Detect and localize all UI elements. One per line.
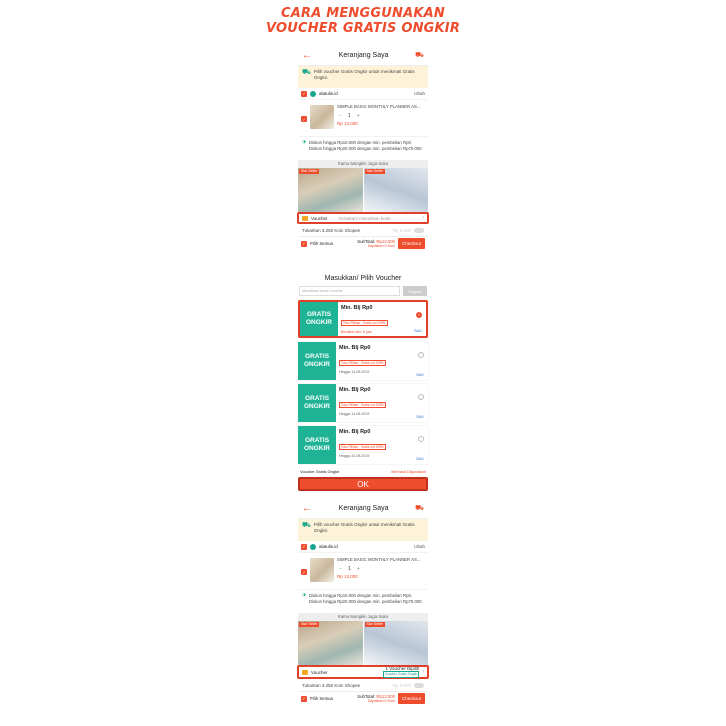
picker-title: Masukkan/ Pilih Voucher [324,275,402,282]
coin-row [298,679,428,691]
recommend-label: Kamu Mungkin Juga Suka [298,613,428,621]
quantity-stepper[interactable] [337,566,420,572]
voucher-radio[interactable] [418,436,424,442]
coin-label: Tukarkan 3.250 Koin Shopee [302,227,361,233]
voucher-icon [302,216,308,221]
minus-button[interactable]: − [339,113,342,119]
star-seller-badge: Star Seller [301,622,318,626]
voucher-row-selected[interactable] [297,665,429,679]
recommend-product-2[interactable] [364,168,429,212]
tag-icon: ⬗ [302,139,306,145]
coins-earned: Dapatkan 0 Koin [367,698,395,703]
coin-toggle[interactable] [414,228,424,233]
voucher-radio[interactable] [418,352,424,358]
voucher-min-spend: Min. Blj Rp0 [339,345,371,351]
voucher-footer-label: Voucher Gratis Ongkir [300,469,340,474]
shop-row [298,88,428,100]
recommend-images [298,168,428,212]
item-checkbox[interactable]: ✓ [302,569,306,575]
product-name[interactable]: SIMPLE BASIC MONTHLY PLANNER AS... [337,104,421,109]
voucher-badge: Toko Pilihan · Gratis s/d 10RB [341,403,384,407]
shop-icon [310,91,316,97]
voucher-min-spend: Min. Blj Rp0 [341,305,373,311]
shop-icon [310,544,316,550]
voucher-code-input[interactable]: Masukkan kode voucher [299,286,400,296]
discount-info [298,136,428,160]
recommend-product-1[interactable] [298,621,363,665]
edit-button[interactable]: Ubah [414,91,425,96]
coin-value: Rp 3.000 [392,682,411,688]
voucher-footer [298,469,428,474]
minus-button[interactable]: − [339,566,342,572]
cart-header [298,499,428,519]
notice-text: Pilih voucher Gratis Ongkir untuk menikmati Gratis Ongkir. [313,522,415,533]
star-seller-badge: Star Seller [366,169,383,173]
banner-title [0,6,726,36]
page-title: Keranjang Saya [338,52,389,59]
cart-item [298,553,428,589]
quantity-value: 1 [348,566,351,572]
voucher-label: Voucher [311,215,328,221]
arrow-left-icon[interactable]: ← [302,50,312,61]
coins-earned: Dapatkan 0 Koin [367,243,395,248]
notice-text: Pilih voucher Gratis Ongkir untuk menikmati Gratis Ongkir. [313,69,415,80]
coin-row [298,224,428,236]
coin-value: Rp 3.000 [392,227,411,233]
shop-checkbox[interactable]: ✓ [302,544,306,549]
voucher-card-body [336,342,428,380]
voucher-card-body [336,426,428,464]
arrow-left-icon[interactable]: ← [302,503,312,514]
product-image[interactable] [310,105,334,129]
product-image[interactable] [310,558,334,582]
voucher-expiry: Hingga 14.08.2019 [339,370,370,374]
page-title: Keranjang Saya [338,505,389,512]
discount-info [298,589,428,613]
voucher-card-body [336,384,428,422]
voucher-card-body [338,302,426,336]
cart-screen-after [298,499,428,726]
tag-icon: ⬗ [302,592,306,598]
cart-item [298,100,428,136]
select-all-label[interactable]: Pilih Semua [310,696,333,701]
item-checkbox[interactable]: ✓ [302,116,306,122]
banner-line-1: CARA MENGGUNAKAN [281,6,445,21]
ok-button[interactable]: OK [298,477,428,491]
product-price: Rp 13.000 [337,574,358,579]
recommend-images [298,621,428,665]
voucher-card-label: GRATIS ONGKIR [300,302,338,336]
terms-link[interactable]: S&K [415,414,424,419]
voucher-min-spend: Min. Blj Rp0 [339,429,371,435]
voucher-badge: Toko Pilihan · Gratis s/d 10RB [343,321,386,325]
voucher-applied-status: Berhasil Digunakan [391,469,426,474]
voucher-card[interactable] [298,384,428,422]
free-shipping-notice [298,519,428,541]
select-all-checkbox[interactable]: ✓ [302,696,306,701]
terms-link[interactable]: S&K [415,456,424,461]
recommend-label: Kamu Mungkin Juga Suka [298,160,428,168]
voucher-card-label: GRATIS ONGKIR [298,342,336,380]
edit-button[interactable]: Ubah [414,544,425,549]
voucher-expiry: Hingga 14.08.2019 [339,412,370,416]
cart-icon[interactable]: ⛟ [415,52,424,59]
checkout-button[interactable]: Checkout [398,693,425,704]
shop-name[interactable]: alatulis.id [319,91,338,96]
plus-button[interactable]: + [356,566,360,572]
voucher-expiry: Berakhir dlm: 6 jam [341,330,372,334]
recommend-product-2[interactable] [364,621,429,665]
voucher-selected-count: 1 Voucher Dipilih [385,666,420,671]
checkout-bar [298,691,428,705]
checkout-bar [298,236,428,250]
voucher-badge: Toko Pilihan · Gratis s/d 10RB [341,361,384,365]
voucher-badge: Toko Pilihan · Gratis s/d 10RB [341,445,384,449]
star-seller-badge: Star Seller [366,622,383,626]
voucher-card-label: GRATIS ONGKIR [298,426,336,464]
coin-toggle[interactable] [414,683,424,688]
truck-icon: ⛟ [302,522,311,529]
terms-link[interactable]: S&K [413,328,422,333]
voucher-row[interactable] [297,212,429,224]
voucher-selected-tag: Voucher Gratis Ongkir [384,672,418,676]
subtotal [357,694,395,704]
shop-name[interactable]: alatulis.id [319,544,338,549]
voucher-radio[interactable] [418,394,424,400]
coin-label: Tukarkan 3.250 Koin Shopee [302,682,361,688]
product-name[interactable]: SIMPLE BASIC MONTHLY PLANNER AS... [337,557,421,562]
quantity-stepper[interactable] [337,113,420,119]
checkout-button[interactable]: Checkout [398,238,425,249]
product-price: Rp 13.000 [337,121,358,126]
voucher-selection [383,666,419,678]
chevron-right-icon: › [422,215,424,221]
select-all-checkbox[interactable]: ✓ [302,241,306,246]
voucher-card-label: GRATIS ONGKIR [298,384,336,422]
star-seller-badge: Star Seller [301,169,318,173]
truck-icon: ⛟ [302,69,311,76]
voucher-card[interactable] [298,426,428,464]
subtotal-value: Rp13.000 [376,693,395,699]
voucher-expiry: Hingga 31.08.2019 [339,454,370,458]
voucher-card[interactable] [298,342,428,380]
shop-row [298,541,428,553]
voucher-label: Voucher [311,669,328,675]
subtotal-label: SubTotal: [357,693,376,699]
voucher-picker-screen [298,272,428,494]
voucher-code-row [298,286,428,296]
subtotal-label: SubTotal: [357,238,376,244]
discount-text: Diskon hingga Rp10.000 dengan min. pembelian Rp0, Diskon hingga Rp20.000 dengan min. pembelian Rp70.000 [308,140,422,151]
recommend-product-1[interactable] [298,168,363,212]
shop-checkbox[interactable]: ✓ [302,91,306,96]
voucher-icon [302,670,308,675]
plus-button[interactable]: + [356,113,360,119]
save-code-button[interactable]: Simpan [403,286,427,296]
subtotal [357,239,395,249]
subtotal-value: Rp13.000 [376,238,395,244]
voucher-list [298,300,428,464]
voucher-card[interactable] [298,300,428,338]
discount-text: Diskon hingga Rp10.000 dengan min. pembelian Rp0, Diskon hingga Rp20.000 dengan min. pembelian Rp70.000 [308,593,422,604]
cart-screen-before [298,46,428,272]
voucher-hint: Gunakan/ masukkan kode [338,215,391,221]
select-all-label[interactable]: Pilih Semua [310,241,333,246]
banner-line-2: VOUCHER GRATIS ONGKIR [265,21,461,36]
terms-link[interactable]: S&K [415,372,424,377]
voucher-min-spend: Min. Blj Rp0 [339,387,371,393]
voucher-radio[interactable]: ✓ [417,312,421,317]
cart-icon[interactable]: ⛟ [415,505,424,512]
free-shipping-notice [298,66,428,88]
cart-header [298,46,428,66]
quantity-value: 1 [348,113,351,119]
chevron-right-icon: › [422,669,424,675]
